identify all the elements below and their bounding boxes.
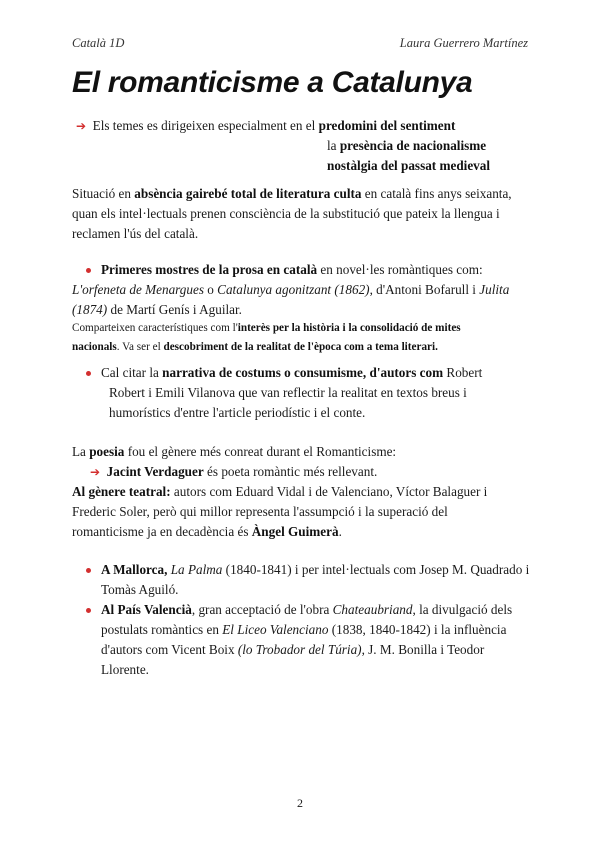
intro-line-3: nostàlgia del passat medieval bbox=[327, 158, 491, 173]
arrow-right-icon: ➔ bbox=[90, 465, 101, 479]
header-left: Català 1D bbox=[72, 36, 125, 50]
paragraph-teatral: Al gènere teatral: autors com Eduard Vidal i de Valenciano, Víctor Balaguer i Frederic Soler, però qui millor representa l'assumpció i la superació del romanticisme ja en decadència és Àngel Guimerà. bbox=[72, 484, 488, 539]
bullet-valencia-line-1: Al País Valencià, gran acceptació de l'obra Chateaubriand, la divulgació dels bbox=[101, 602, 513, 617]
poesia-sub-line: ➔ Jacint Verdaguer és poeta romàntic més rellevant. bbox=[90, 464, 378, 479]
bullet-mallorca-line-2: Tomàs Aguiló. bbox=[101, 582, 179, 597]
prosa-note-line-1: Comparteixen característiques com l'interès per la història i la consolidació de mites bbox=[72, 322, 461, 334]
poesia-line: La poesia fou el gènere més conreat durant el Romanticisme: bbox=[72, 444, 397, 459]
paragraph-situacio: Situació en absència gairebé total de literatura culta en català fins anys seixanta, quan els intel·lectuals prenen consciència de la substitució que pateix la llengua i reclamen l'ús del català. bbox=[72, 186, 512, 241]
bullet-dot-icon bbox=[86, 568, 91, 573]
bullet-dot-icon bbox=[86, 268, 91, 273]
bullet-mallorca-line-1: A Mallorca, La Palma (1840-1841) i per intel·lectuals com Josep M. Quadrado i bbox=[101, 562, 530, 577]
bullet-costums-line-1: Cal citar la narrativa de costums o consumisme, d'autors com Robert bbox=[101, 365, 483, 380]
page-title: El romanticisme a Catalunya bbox=[72, 66, 473, 99]
bullet-valencia-line-3: d'autors com Vicent Boix (lo Trobador del Túria), J. M. Bonilla i Teodor bbox=[101, 642, 485, 657]
bullet-costums-line-3: humorístics d'entre l'article periodístic i el conte. bbox=[109, 405, 366, 420]
bullet-prosa-line-1: Primeres mostres de la prosa en català en novel·les romàntiques com: bbox=[101, 262, 483, 277]
bullet-valencia-line-2: postulats romàntics en El Liceo Valenciano (1838, 1840-1842) i la influència bbox=[101, 622, 507, 637]
intro-line-2: la presència de nacionalisme bbox=[327, 138, 487, 153]
intro-line-1: ➔ Els temes es dirigeixen especialment en el predomini del sentiment bbox=[76, 118, 456, 133]
arrow-right-icon: ➔ bbox=[76, 119, 87, 133]
header-right: Laura Guerrero Martínez bbox=[399, 36, 528, 50]
bullet-dot-icon bbox=[86, 608, 91, 613]
page-number: 2 bbox=[297, 796, 303, 810]
prosa-note-line-2: nacionals. Va ser el descobriment de la realitat de l'època com a tema literari. bbox=[72, 341, 438, 353]
bullet-costums-line-2: Robert i Emili Vilanova que van reflectir la realitat en textos breus i bbox=[109, 385, 467, 400]
bullet-prosa-line-3: (1874) de Martí Genís i Aguilar. bbox=[72, 302, 242, 317]
bullet-dot-icon bbox=[86, 371, 91, 376]
bullet-prosa-line-2: L'orfeneta de Menargues o Catalunya agonitzant (1862), d'Antoni Bofarull i Julita bbox=[72, 282, 510, 297]
bullet-valencia-line-4: Llorente. bbox=[101, 662, 149, 677]
